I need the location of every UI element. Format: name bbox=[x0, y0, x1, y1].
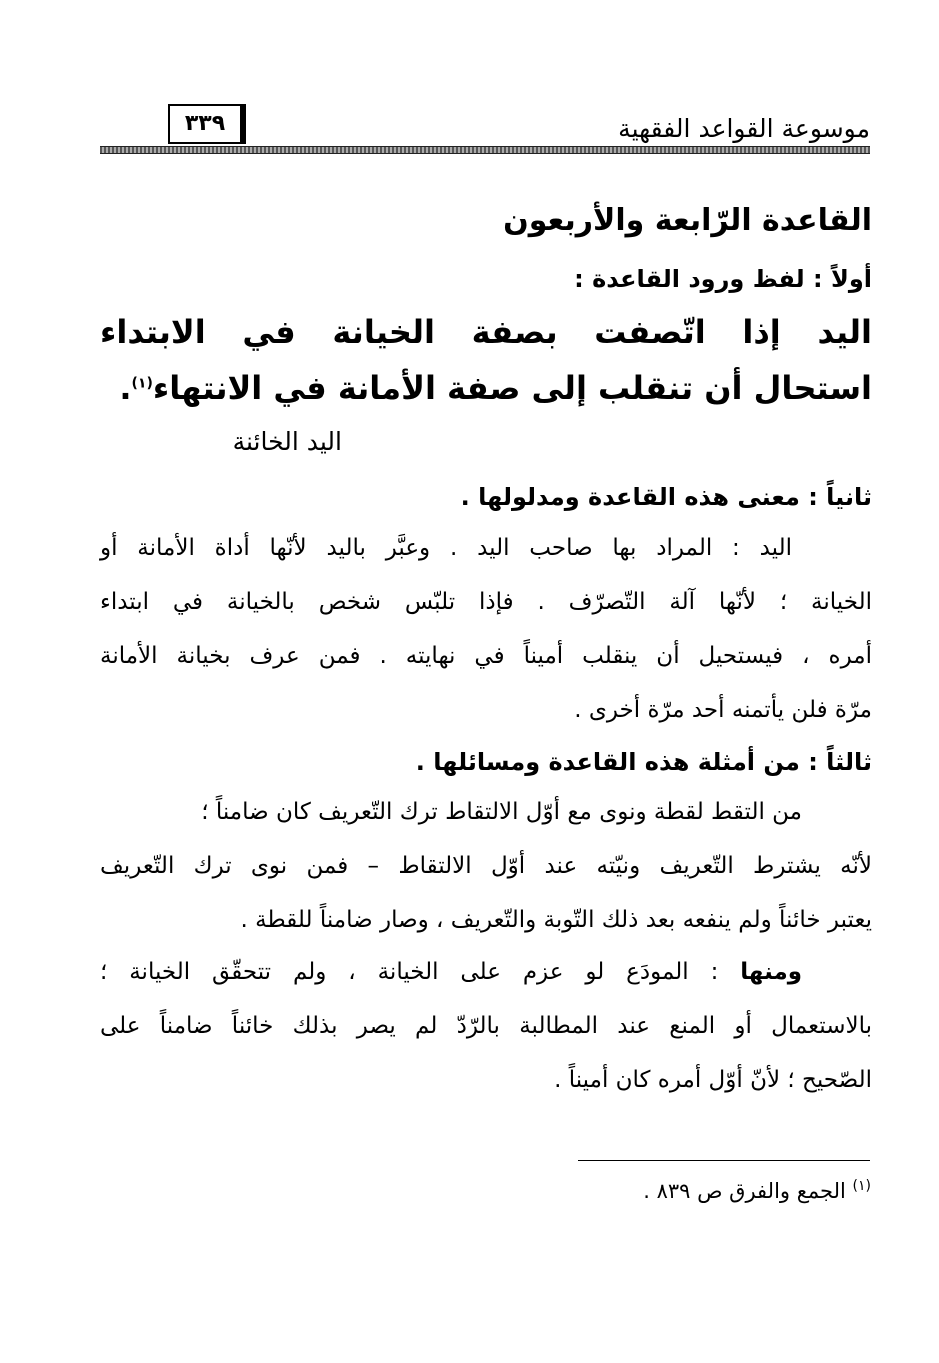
page-number: ٣٣٩ bbox=[168, 104, 246, 144]
paragraph-line: مرّة فلن يأتمنه أحد مرّة أخرى . bbox=[574, 697, 872, 723]
header-rule bbox=[100, 146, 870, 154]
handwritten-note: اليد الخائنة bbox=[232, 427, 342, 456]
rule-text-line-1: اليد إذا اتّصفت بصفة الخيانة في الابتداء bbox=[100, 313, 872, 351]
footnote-ref: (١) bbox=[131, 375, 153, 392]
paragraph-line: الخيانة ؛ لأنّها آلة التّصرّف . فإذا تلبّس شخص بالخيانة في ابتداء bbox=[100, 589, 872, 615]
section-heading-wording: أولاً : لفظ ورود القاعدة : bbox=[574, 265, 872, 293]
section-heading-examples: ثالثاً : من أمثلة هذه القاعدة ومسائلها . bbox=[415, 748, 872, 776]
paragraph-line: لأنّه يشترط التّعريف ونيّته عند أوّل الالتقاط – فمن نوى ترك التّعريف bbox=[100, 853, 872, 879]
lead-word: ومنها bbox=[740, 959, 803, 985]
paragraph-line-text: : المودَع لو عزم على الخيانة ، ولم تتحقّق الخيانة ؛ bbox=[100, 959, 719, 985]
footnote-separator bbox=[578, 1160, 870, 1161]
footnote-marker: (١) bbox=[852, 1178, 871, 1194]
paragraph-line: الصّحيح ؛ لأنّ أوّل أمره كان أميناً . bbox=[554, 1067, 872, 1093]
rule-text-line-2 bbox=[119, 369, 872, 407]
paragraph-line: أمره ، فيستحيل أن ينقلب أميناً في نهايته . فمن عرف بخيانة الأمانة bbox=[100, 643, 872, 669]
section-heading-meaning: ثانياً : معنى هذه القاعدة ومدلولها . bbox=[460, 483, 872, 511]
paragraph-line-lead bbox=[100, 959, 872, 985]
page-header bbox=[100, 100, 870, 152]
footnote-text: الجمع والفرق ص ٨٣٩ . bbox=[643, 1179, 846, 1203]
rule-text-end: . bbox=[119, 369, 132, 407]
rule-text-line-2-body: استحال أن تنقلب إلى صفة الأمانة في الانتهاء bbox=[152, 369, 872, 407]
paragraph-line: بالاستعمال أو المنع عند المطالبة بالرّدّ لم يصر بذلك خائناً ضامناً على bbox=[100, 1013, 872, 1039]
paragraph-line: يعتبر خائناً ولم ينفعه بعد ذلك التّوبة والتّعريف ، وصار ضامناً للقطة . bbox=[240, 907, 872, 933]
rule-title: القاعدة الرّابعة والأربعون bbox=[503, 203, 872, 238]
paragraph-line: اليد : المراد بها صاحب اليد . وعبَّر باليد لأنّها أداة الأمانة أو bbox=[100, 535, 792, 561]
paragraph-line: من التقط لقطة ونوى مع أوّل الالتقاط ترك التّعريف كان ضامناً ؛ bbox=[201, 799, 802, 825]
running-title: موسوعة القواعد الفقهية bbox=[618, 114, 870, 143]
footnote bbox=[643, 1178, 871, 1203]
